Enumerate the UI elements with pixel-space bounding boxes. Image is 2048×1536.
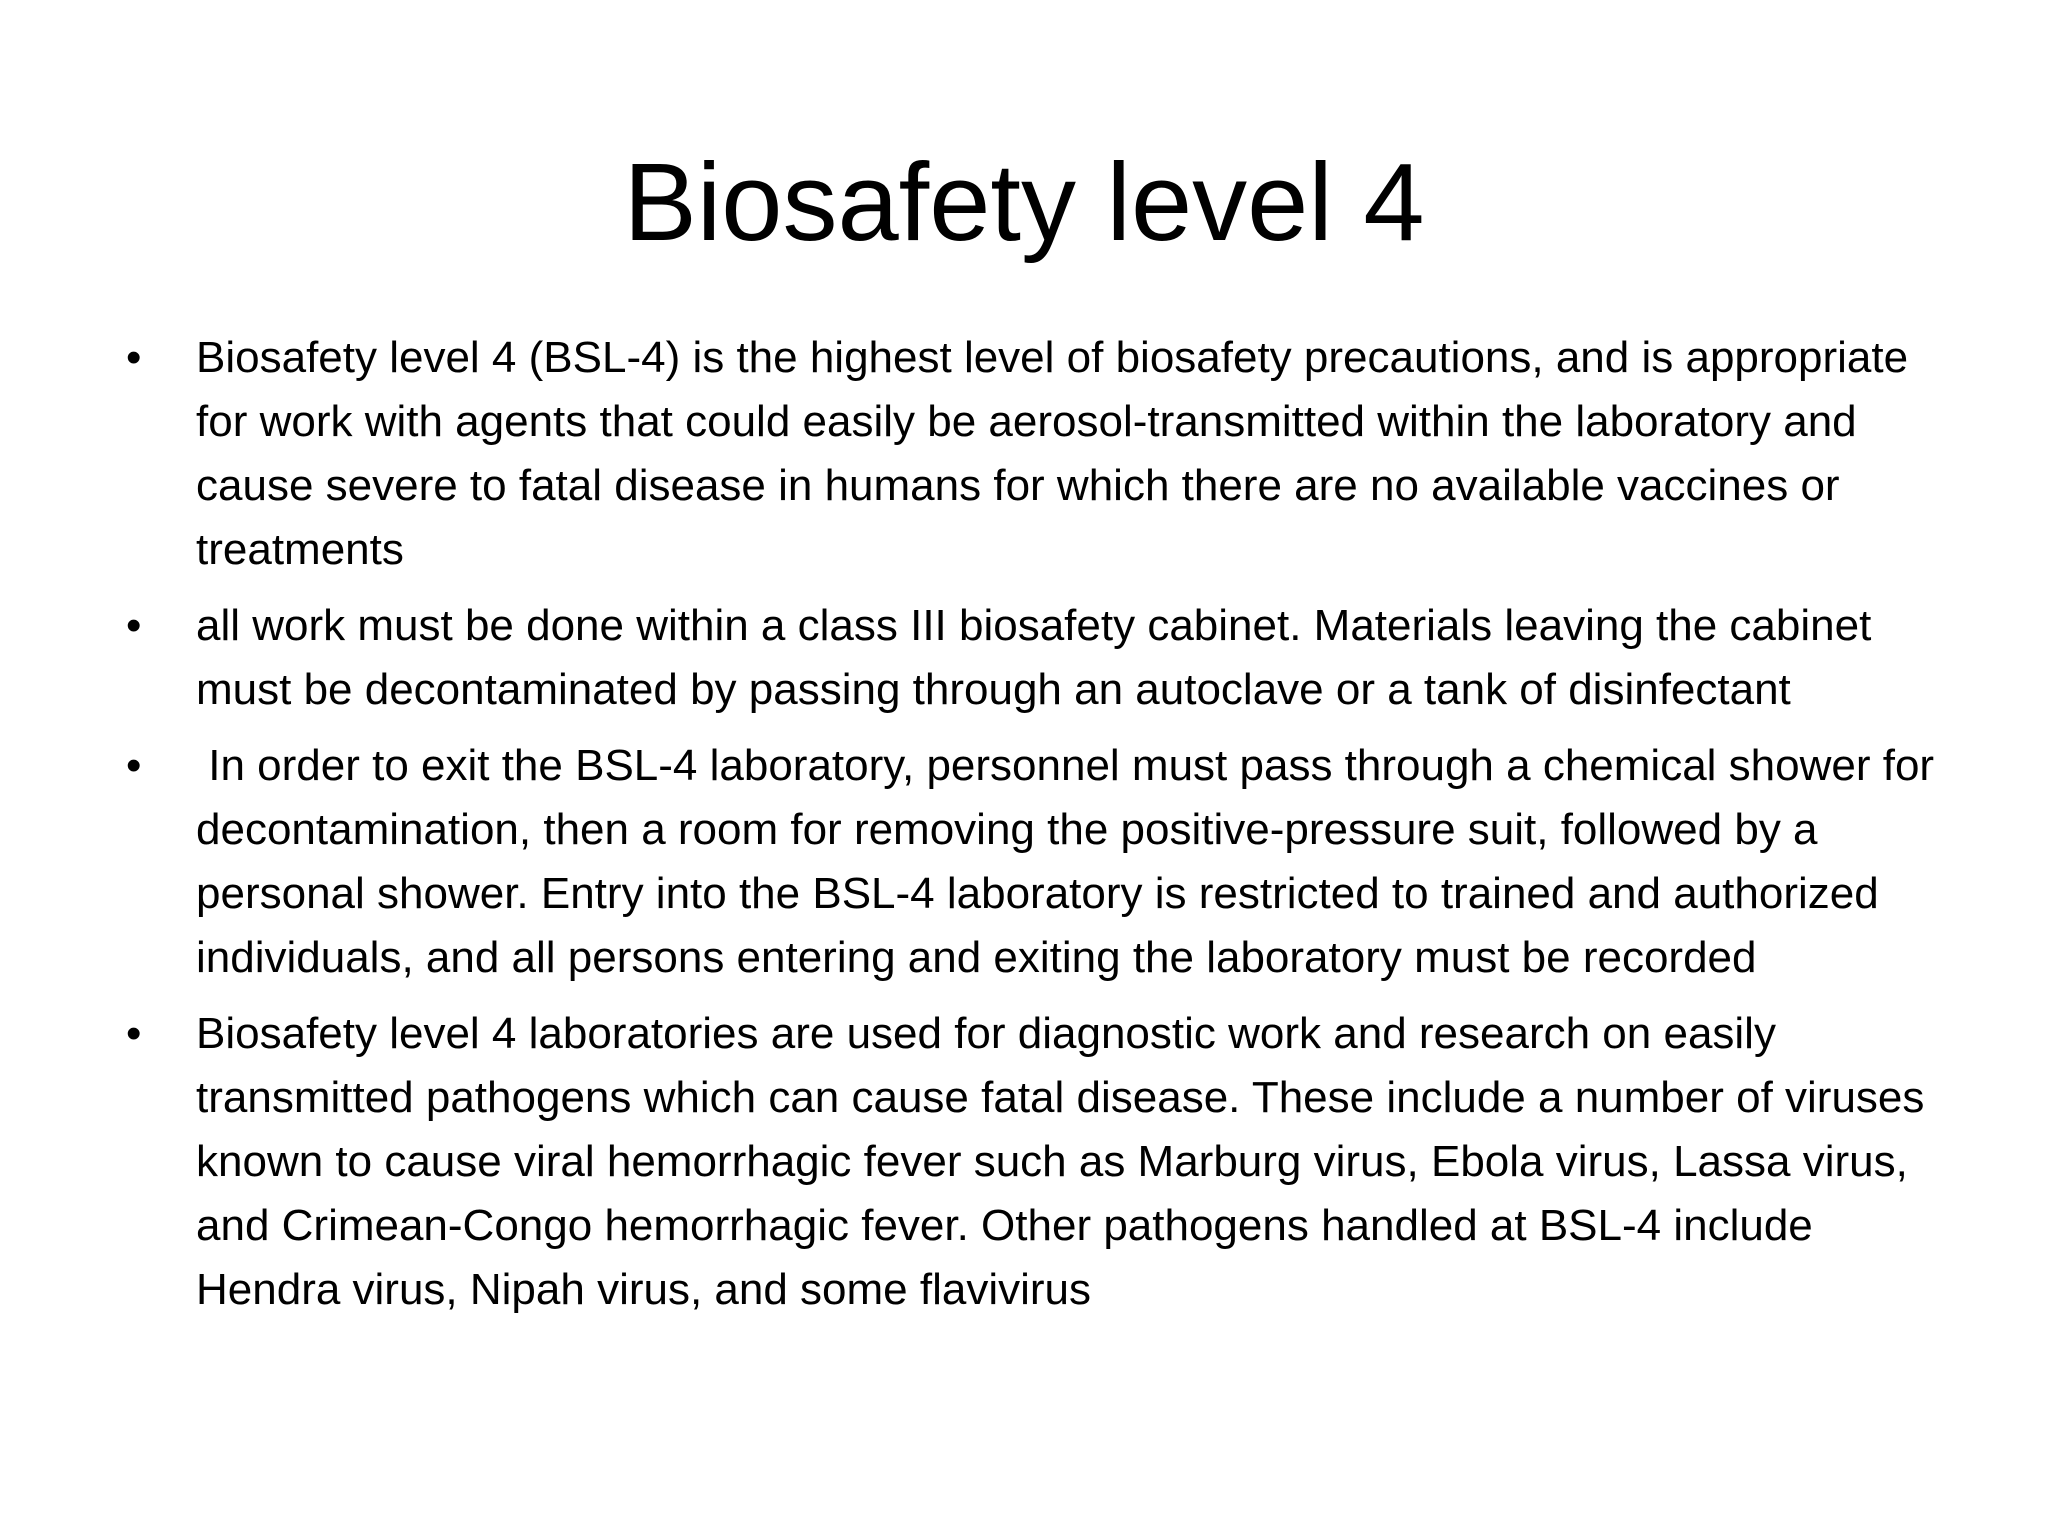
bullet-icon: • bbox=[126, 741, 142, 790]
bullet-icon: • bbox=[126, 1009, 142, 1058]
bullet-text: In order to exit the BSL-4 laboratory, personnel must pass through a chemical shower for decontamination, then a room for removing the positive-pressure suit, followed by a personal shower. Entry into the BSL-4 laboratory is restricted to trained and authorized individuals, and all persons entering and exiting the laboratory must be recorded bbox=[196, 741, 1947, 982]
bullet-text: Biosafety level 4 (BSL-4) is the highest level of biosafety precautions, and is appropriate for work with agents that could easily be aerosol-transmitted within the laboratory and cause severe to fatal disease in humans for which there are no available vaccines or treatments bbox=[196, 333, 1921, 574]
bullet-item bbox=[120, 594, 1950, 722]
bullet-item bbox=[120, 326, 1950, 582]
bullet-icon: • bbox=[126, 333, 142, 382]
bullet-list bbox=[120, 326, 1950, 1334]
bullet-item bbox=[120, 734, 1950, 990]
bullet-text: Biosafety level 4 laboratories are used for diagnostic work and research on easily transmitted pathogens which can cause fatal disease. These include a number of viruses known to cause viral hemorrhagic fever such as Marburg virus, Ebola virus, Lassa virus, and Crimean-Congo hemorrhagic fever. Other pathogens handled at BSL-4 include Hendra virus, Nipah virus, and some flavivirus bbox=[196, 1009, 1937, 1314]
slide-title: Biosafety level 4 bbox=[623, 141, 1425, 264]
bullet-text: all work must be done within a class III biosafety cabinet. Materials leaving the cabinet must be decontaminated by passing through an autoclave or a tank of disinfectant bbox=[196, 601, 1884, 714]
bullet-item bbox=[120, 1002, 1950, 1322]
bullet-icon: • bbox=[126, 601, 142, 650]
